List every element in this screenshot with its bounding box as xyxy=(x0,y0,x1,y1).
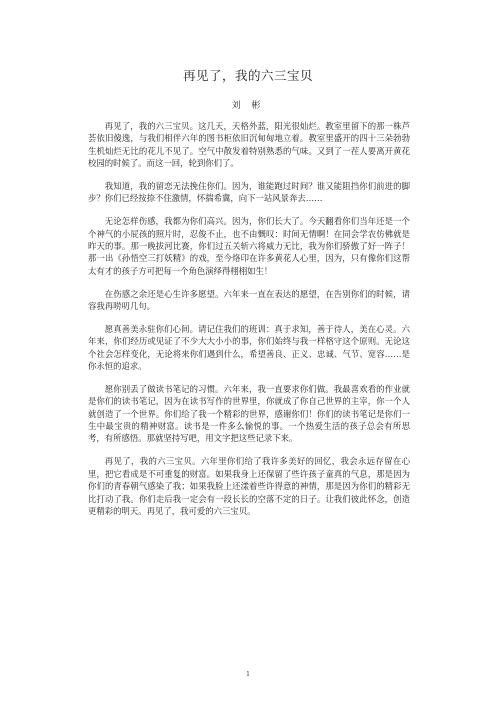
paragraph: 在伤感之余还是心生许多愿望。六年来一直在表达的愿望，在告别你们的时候，请容我再唠叨几句。 xyxy=(88,288,410,312)
author-name: 刘 彬 xyxy=(231,101,265,111)
paragraph: 无论怎样伤感，我都为你们高兴。因为，你们长大了。今天翻看你们当年还是一个个神气的小屁孩的照片时，忍俊不止，也不由慨叹：时间无情啊！在同会学农仿佛就是昨天的事。那一晚拔河比赛，你们过五关斩六将威力无比，我为你们骄傲了好一阵子！那一出《孙悟空三打妖精》的戏，至今烙印在许多黄花人心里，因为，只有像你们这帮太有才的孩子方可把每一个角色演绎得栩栩如生！ xyxy=(88,216,410,276)
paragraph: 再见了，我的六三宝贝。这几天，天格外蓝，阳光很灿烂。教室里留下的那一株芦荟依旧傻逸，与我们相伴六年的图书柜依旧沉甸甸地立着。教室里盛开的四十三朵勃勃生机灿烂无比的花儿不见了。空气中散发着特别熟悉的气味。又到了一茬人要离开黄花校园的时候了。而这一回，轮到你们了。 xyxy=(88,121,410,169)
page-number: 1 xyxy=(246,671,250,678)
paragraph: 愿真善美永驻你们心间。请记住我们的班训：真于求知，善于待人，美在心灵。六年来，你们经历或见证了不少大大小小的事，你们始终与我一样格守这个原则。无论这个社会怎样变化，无论将来你们遇到什么，希望善良、正义、忠诚、气节、宽容……是你永恒的追求。 xyxy=(88,323,410,372)
paragraph: 愿你别丢了做读书笔记的习惯。六年来，我一直要求你们做。我最喜欢看的作业就是你们的读书笔记，因为在读书写作的世界里，你就成了你自己世界的主宰，你一个人就创造了一个世界。你们给了我一个精彩的世界，感谢你们！你们的读书笔记是你们一生中最宝贵的精神财富。读书是一件多么愉悦的事。一个热爱生活的孩子总会有所思考，有所感悟。那就坚持写吧，用文字把这些记录下来。 xyxy=(88,383,410,444)
paragraph: 再见了，我的六三宝贝。六年里你们给了我许多美好的回忆，我会永远存留在心里，把它看成是不可重复的财富。如果我身上还保留了些许孩子童真的气息，那是因为你们的青春朝气感染了我；如果我脸上还漾着些许得意的神情，那是因为你们的精彩无比打动了我。你们走后我一定会有一段长长的空落不定的日子。让我们彼此怀念，创造更精彩的明天。再见了，我可爱的六三宝贝。 xyxy=(88,456,410,516)
article-body xyxy=(88,120,410,528)
document-title: 再见了，我的六三宝贝 xyxy=(182,68,313,83)
paragraph: 我知道，我的留恋无法挽住你们。因为，谁能跑过时间？谁又能阻挡你们前进的脚步？你们已经按捺不住激情，怀揣希冀，向下一站风景奔去…… xyxy=(88,181,410,204)
